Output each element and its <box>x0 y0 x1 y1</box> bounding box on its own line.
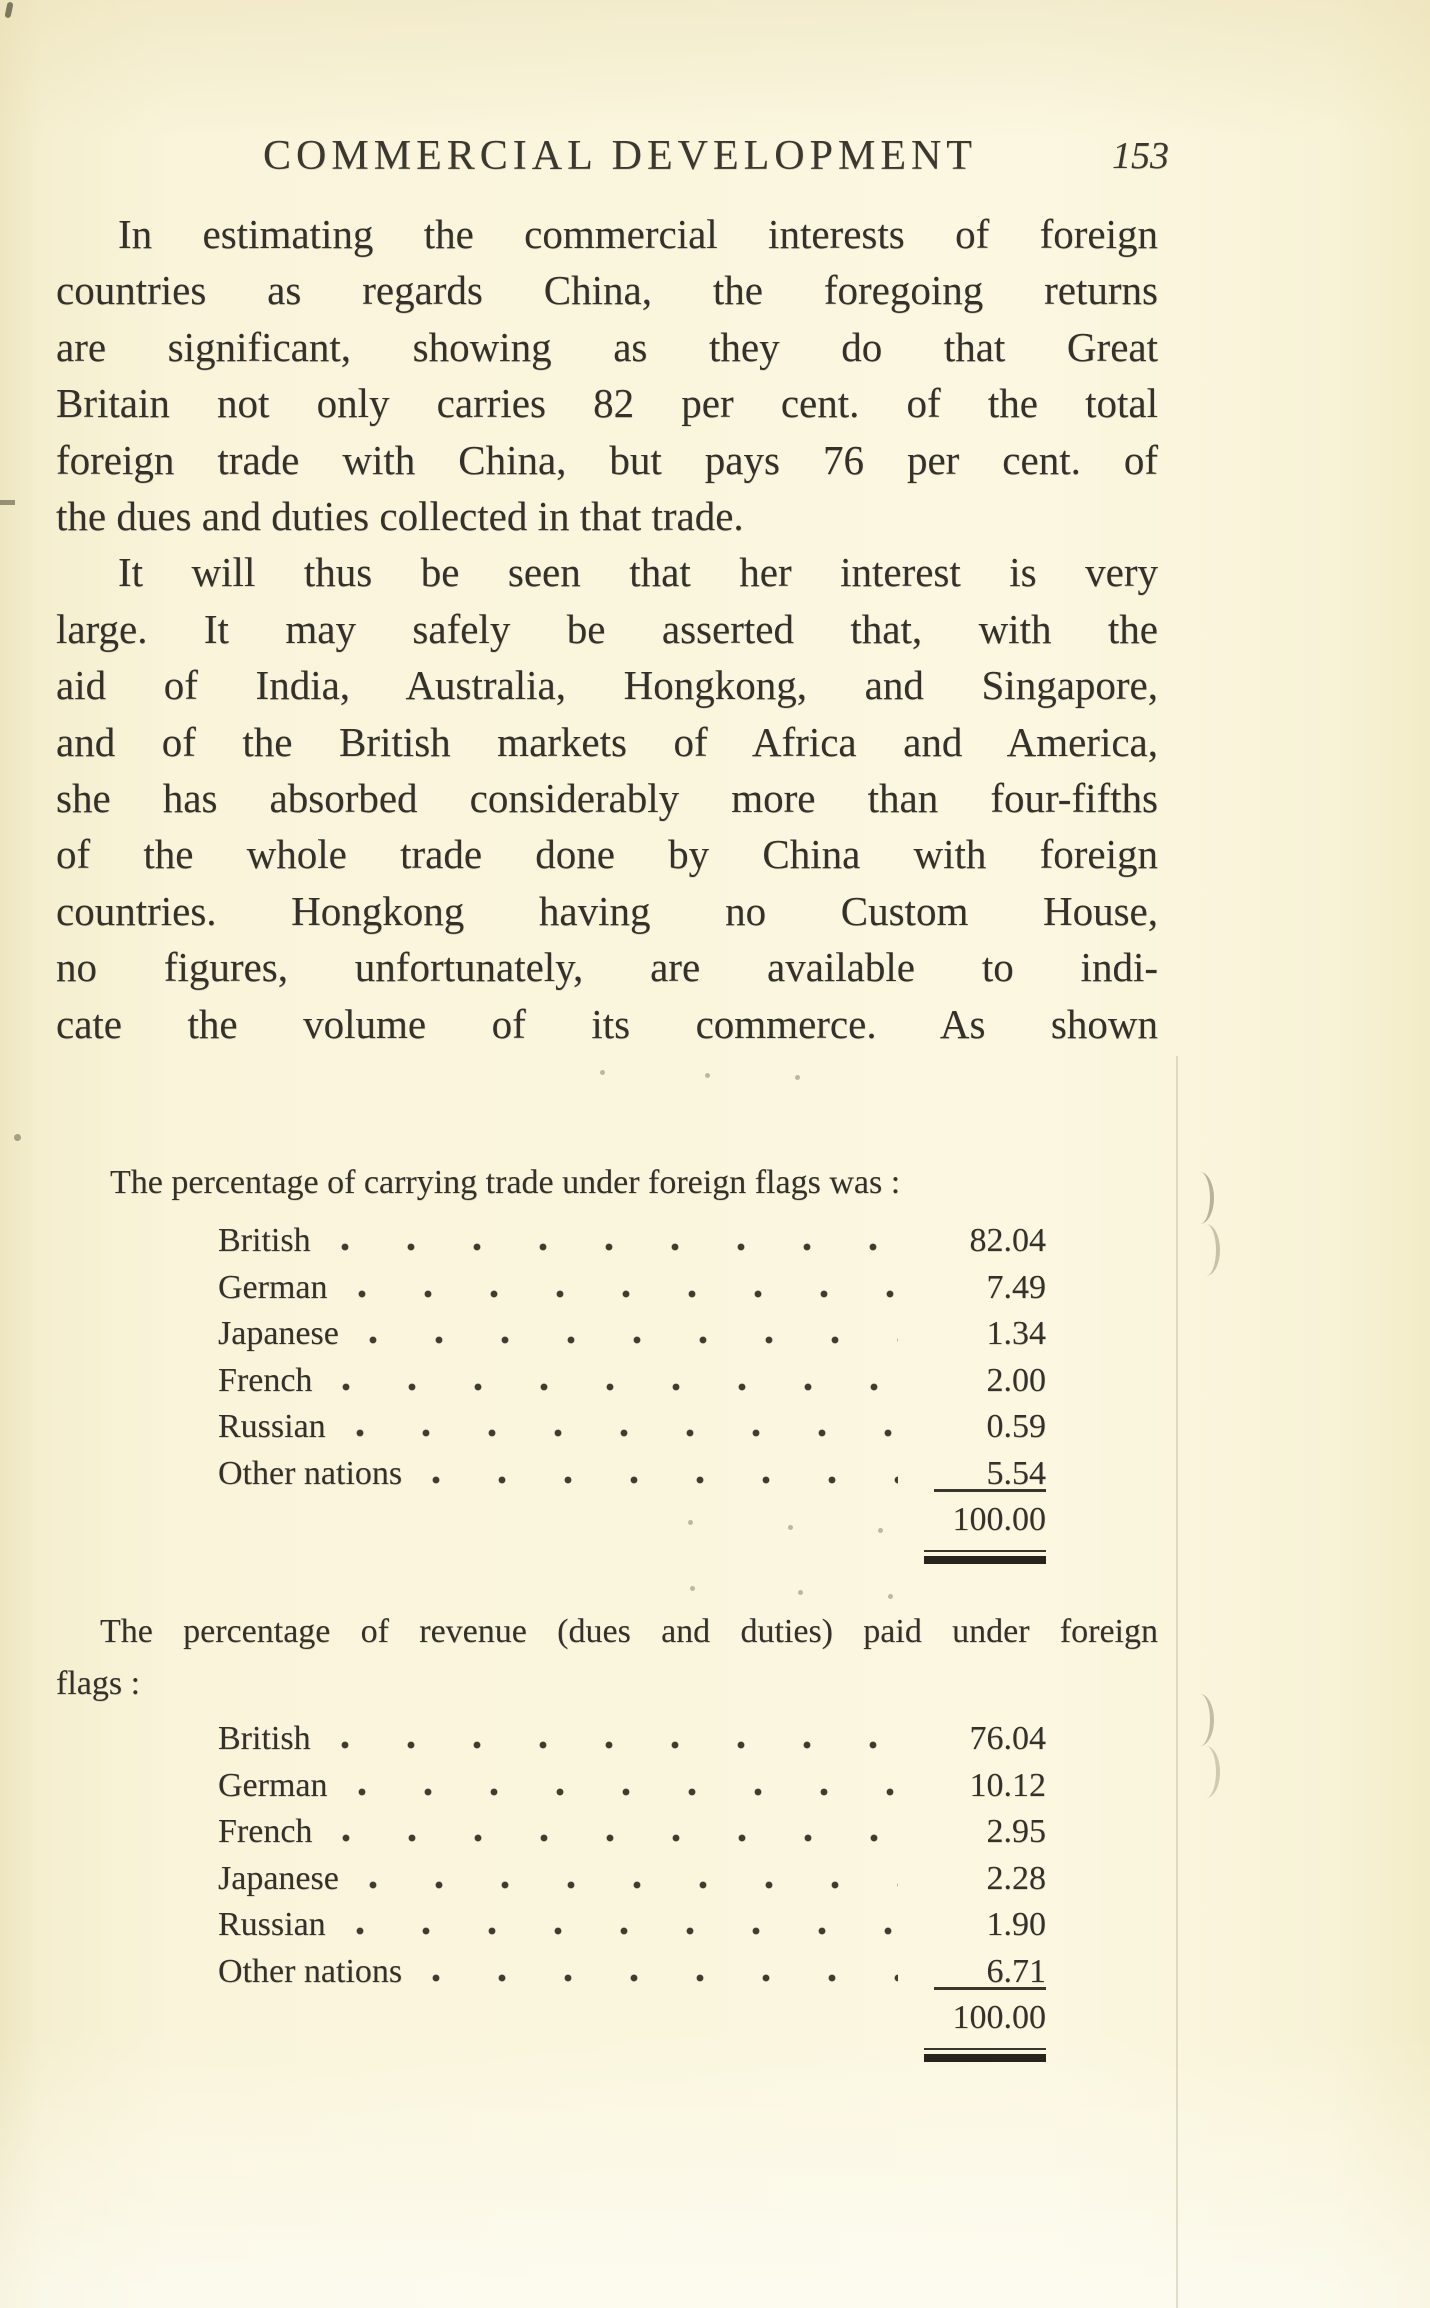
paragraph-line: the dues and duties collected in that trade. <box>56 493 744 540</box>
row-value: 5.54 <box>986 1454 1046 1492</box>
row-value: 7.49 <box>986 1268 1046 1306</box>
double-rule-thick <box>924 1556 1046 1564</box>
scan-artifact-dot <box>690 1586 695 1591</box>
table-intro: The percentage of carrying trade under foreign flags was : <box>110 1164 901 1201</box>
double-rule-thick <box>924 2054 1046 2062</box>
table-row <box>218 1716 1046 1763</box>
carrying-trade-table <box>56 1160 1158 1564</box>
scan-artifact-margin-dot <box>14 1134 21 1141</box>
dot-leader <box>327 1243 898 1251</box>
paragraph-line: cate the volume of its commerce. As shown <box>56 1000 1158 1047</box>
paragraph-line: Britain not only carries 82 per cent. of the total <box>56 380 1158 427</box>
paragraph-2 <box>56 544 1158 1052</box>
row-label: German <box>218 1268 328 1306</box>
row-label: Japanese <box>218 1859 339 1897</box>
dot-leader <box>355 1881 898 1889</box>
dot-leader <box>344 1788 898 1796</box>
scan-artifact-fold-line <box>1176 1056 1178 2308</box>
scan-artifact-paren <box>1196 1172 1214 1224</box>
total-value: 100.00 <box>952 1501 1046 1538</box>
scan-artifact-dot <box>705 1073 710 1078</box>
scan-artifact-dot <box>600 1070 605 1075</box>
table-row <box>218 1949 1046 1996</box>
row-label: German <box>218 1766 328 1804</box>
row-label: French <box>218 1813 313 1850</box>
revenue-table <box>56 1606 1158 2062</box>
body-text <box>56 206 1158 1052</box>
paragraph-line: It will thus be seen that her interest is very <box>118 549 1158 596</box>
row-value: 2.95 <box>986 1813 1046 1850</box>
dot-leader <box>328 1383 898 1391</box>
row-label: Other nations <box>218 1952 403 1990</box>
double-rule <box>924 1550 1046 1564</box>
double-rule-thin <box>924 1550 1046 1552</box>
paragraph-line: of the whole trade done by China with foreign <box>56 831 1158 878</box>
table-row <box>218 1265 1046 1312</box>
paragraph-line: foreign trade with China, but pays 76 per cent. of <box>56 436 1158 483</box>
table-rows <box>218 1218 1046 1564</box>
paragraph-line: no figures, unfortunately, are available to indi- <box>56 944 1158 991</box>
paragraph-line: aid of India, Australia, Hongkong, and Singapore, <box>56 662 1158 709</box>
scan-artifact-dot <box>878 1528 883 1533</box>
paragraph-line: are significant, showing as they do that Great <box>56 323 1158 370</box>
scan-artifact-paren <box>1202 1224 1220 1276</box>
row-value: 10.12 <box>969 1766 1046 1804</box>
row-value: 6.71 <box>986 1952 1046 1990</box>
scan-artifact-dot <box>788 1525 793 1530</box>
total-value: 100.00 <box>952 1999 1046 2036</box>
row-value: 1.90 <box>986 1906 1046 1943</box>
table-intro: The percentage of revenue (dues and duties) paid under foreign <box>100 1613 1158 1650</box>
scan-artifact-corner-mark <box>4 2 13 19</box>
table-intro: flags : <box>56 1665 141 1702</box>
dot-leader <box>355 1336 898 1344</box>
row-label: Russian <box>218 1906 326 1943</box>
row-label: British <box>218 1720 311 1757</box>
scan-artifact-paren <box>1196 1694 1214 1746</box>
table-row <box>218 1856 1046 1903</box>
table-row <box>218 1358 1046 1405</box>
row-value: 2.00 <box>986 1361 1046 1399</box>
dot-leader <box>342 1927 898 1935</box>
row-label: Japanese <box>218 1315 339 1352</box>
row-value: 82.04 <box>969 1222 1046 1259</box>
dot-leader <box>342 1429 898 1437</box>
scan-artifact-margin-dash <box>0 500 15 505</box>
row-label: Other nations <box>218 1454 403 1492</box>
table-row <box>218 1809 1046 1856</box>
table-rows <box>218 1716 1046 2062</box>
paragraph-line: she has absorbed considerably more than four-fifths <box>56 775 1158 822</box>
running-head-title: COMMERCIAL DEVELOPMENT <box>263 133 977 179</box>
double-rule <box>924 2048 1046 2062</box>
paragraph-line: In estimating the commercial interests of foreign <box>118 211 1158 257</box>
paragraph-line: and of the British markets of Africa and America, <box>56 718 1158 765</box>
row-label: Russian <box>218 1408 326 1445</box>
table-row <box>218 1404 1046 1451</box>
row-label: British <box>218 1222 311 1259</box>
scan-artifact-paren <box>1202 1746 1220 1798</box>
dot-leader <box>327 1741 898 1749</box>
row-value: 1.34 <box>986 1315 1046 1352</box>
scan-artifact-dot <box>688 1520 693 1525</box>
row-value: 0.59 <box>986 1408 1046 1445</box>
dot-leader <box>344 1290 898 1298</box>
table-row <box>218 1218 1046 1265</box>
scan-artifact-dot <box>795 1075 800 1080</box>
paragraph-line: countries. Hongkong having no Custom House, <box>56 887 1158 934</box>
table-row <box>218 1311 1046 1358</box>
dot-leader <box>328 1834 898 1842</box>
dot-leader <box>418 1974 898 1982</box>
table-row <box>218 1763 1046 1810</box>
paragraph-1 <box>56 206 1158 544</box>
dot-leader <box>418 1476 898 1484</box>
table-row <box>218 1451 1046 1498</box>
row-label: French <box>218 1361 313 1399</box>
table-row <box>218 1902 1046 1949</box>
paragraph-line: countries as regards China, the foregoing returns <box>56 267 1158 314</box>
row-value: 76.04 <box>969 1720 1046 1757</box>
scan-artifact-dot <box>798 1590 803 1595</box>
paragraph-line: large. It may safely be asserted that, with the <box>56 605 1158 652</box>
page-number: 153 <box>1112 135 1169 177</box>
scan-artifact-dot <box>888 1594 893 1599</box>
row-value: 2.28 <box>986 1859 1046 1897</box>
double-rule-thin <box>924 2048 1046 2050</box>
